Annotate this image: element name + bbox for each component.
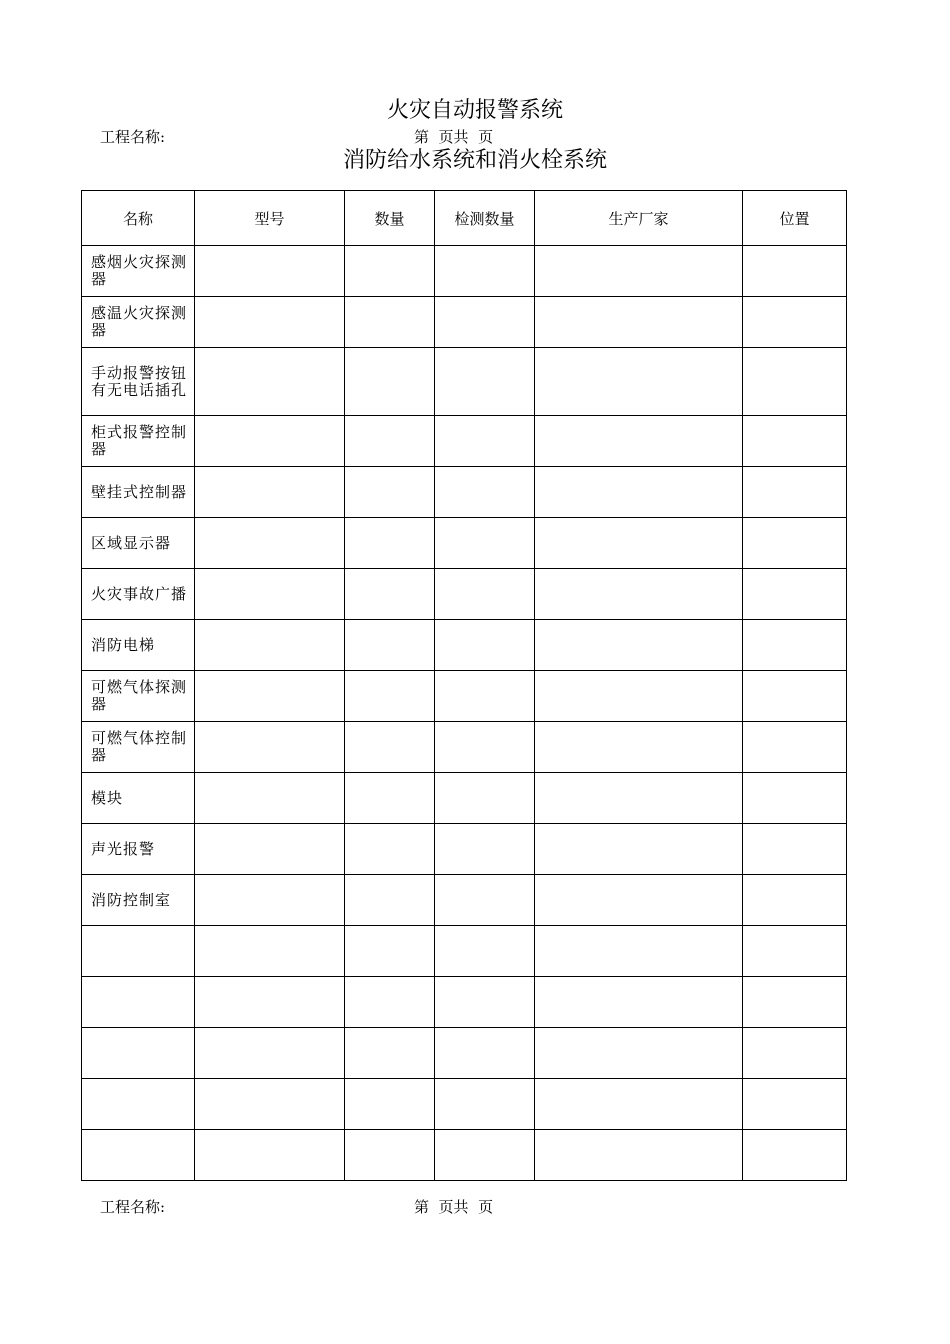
table-row xyxy=(82,348,847,416)
manufacturer-cell[interactable] xyxy=(535,926,743,977)
page-number-label: 第 页共 页 xyxy=(414,128,494,146)
footer-project-name-label: 工程名称: xyxy=(100,1198,166,1216)
device-name-cell xyxy=(82,875,195,926)
quantity-cell[interactable] xyxy=(345,773,435,824)
device-name-line: 火灾事故广播 xyxy=(91,584,188,603)
inspected-quantity-cell[interactable] xyxy=(435,1130,535,1181)
device-name-cell xyxy=(82,416,195,467)
table-row xyxy=(82,467,847,518)
table-row xyxy=(82,246,847,297)
model-cell[interactable] xyxy=(195,569,345,620)
device-name-line: 手动报警按钮 xyxy=(91,363,188,382)
manufacturer-cell[interactable] xyxy=(535,467,743,518)
device-name-line: 可燃气体探测器 xyxy=(91,678,188,713)
location-cell[interactable] xyxy=(743,824,847,875)
table-row xyxy=(82,1130,847,1181)
model-cell[interactable] xyxy=(195,1079,345,1130)
model-cell[interactable] xyxy=(195,518,345,569)
document-subtitle: 消防给水系统和消火栓系统 xyxy=(342,148,607,173)
device-name-cell xyxy=(82,246,195,297)
model-cell[interactable] xyxy=(195,467,345,518)
model-cell[interactable] xyxy=(195,416,345,467)
inspected-quantity-cell[interactable] xyxy=(435,297,535,348)
device-name-line: 区域显示器 xyxy=(91,533,172,552)
device-name-line: 壁挂式控制器 xyxy=(91,482,188,501)
device-name-cell xyxy=(82,1079,195,1130)
column-header-manufacturer: 生产厂家 xyxy=(535,191,743,246)
table-row xyxy=(82,1028,847,1079)
quantity-cell[interactable] xyxy=(345,824,435,875)
model-cell[interactable] xyxy=(195,620,345,671)
device-name-cell xyxy=(82,297,195,348)
location-cell[interactable] xyxy=(743,1079,847,1130)
table-row xyxy=(82,620,847,671)
location-cell[interactable] xyxy=(743,416,847,467)
location-cell[interactable] xyxy=(743,875,847,926)
manufacturer-cell[interactable] xyxy=(535,1028,743,1079)
table-row xyxy=(82,416,847,467)
inspection-table xyxy=(81,190,847,1181)
device-name-cell xyxy=(82,1028,195,1079)
manufacturer-cell[interactable] xyxy=(535,569,743,620)
inspected-quantity-cell[interactable] xyxy=(435,246,535,297)
quantity-cell[interactable] xyxy=(345,1079,435,1130)
device-name-line: 声光报警 xyxy=(91,839,156,858)
manufacturer-cell[interactable] xyxy=(535,1079,743,1130)
table-row xyxy=(82,1079,847,1130)
device-name-line: 消防控制室 xyxy=(91,890,172,909)
model-cell[interactable] xyxy=(195,977,345,1028)
table-body xyxy=(82,246,847,1181)
inspected-quantity-cell[interactable] xyxy=(435,518,535,569)
table-row xyxy=(82,569,847,620)
quantity-cell[interactable] xyxy=(345,620,435,671)
device-name-cell xyxy=(82,620,195,671)
location-cell[interactable] xyxy=(743,569,847,620)
manufacturer-cell[interactable] xyxy=(535,348,743,416)
quantity-cell[interactable] xyxy=(345,722,435,773)
location-cell[interactable] xyxy=(743,926,847,977)
manufacturer-cell[interactable] xyxy=(535,416,743,467)
model-cell[interactable] xyxy=(195,1028,345,1079)
manufacturer-cell[interactable] xyxy=(535,671,743,722)
table-row xyxy=(82,977,847,1028)
device-name-line: 柜式报警控制器 xyxy=(91,423,188,458)
location-cell[interactable] xyxy=(743,297,847,348)
model-cell[interactable] xyxy=(195,1130,345,1181)
quantity-cell[interactable] xyxy=(345,926,435,977)
inspected-quantity-cell[interactable] xyxy=(435,1079,535,1130)
model-cell[interactable] xyxy=(195,824,345,875)
location-cell[interactable] xyxy=(743,977,847,1028)
inspected-quantity-cell[interactable] xyxy=(435,773,535,824)
manufacturer-cell[interactable] xyxy=(535,773,743,824)
device-name-cell xyxy=(82,926,195,977)
manufacturer-cell[interactable] xyxy=(535,518,743,569)
model-cell[interactable] xyxy=(195,671,345,722)
inspected-quantity-cell[interactable] xyxy=(435,467,535,518)
location-cell[interactable] xyxy=(743,773,847,824)
column-header-quantity: 数量 xyxy=(345,191,435,246)
document-title: 火灾自动报警系统 xyxy=(386,98,563,123)
manufacturer-cell[interactable] xyxy=(535,620,743,671)
manufacturer-cell[interactable] xyxy=(535,246,743,297)
location-cell[interactable] xyxy=(743,671,847,722)
manufacturer-cell[interactable] xyxy=(535,824,743,875)
model-cell[interactable] xyxy=(195,246,345,297)
device-name-cell xyxy=(82,518,195,569)
table-row xyxy=(82,773,847,824)
device-name-line: 有无电话插孔 xyxy=(91,380,188,399)
quantity-cell[interactable] xyxy=(345,518,435,569)
location-cell[interactable] xyxy=(743,1130,847,1181)
quantity-cell[interactable] xyxy=(345,297,435,348)
manufacturer-cell[interactable] xyxy=(535,977,743,1028)
column-header-location: 位置 xyxy=(743,191,847,246)
location-cell[interactable] xyxy=(743,1028,847,1079)
device-name-cell xyxy=(82,722,195,773)
model-cell[interactable] xyxy=(195,875,345,926)
device-name-cell xyxy=(82,467,195,518)
inspected-quantity-cell[interactable] xyxy=(435,620,535,671)
table-row xyxy=(82,926,847,977)
table-row xyxy=(82,297,847,348)
inspected-quantity-cell[interactable] xyxy=(435,824,535,875)
device-name-line: 可燃气体控制器 xyxy=(91,729,188,764)
location-cell[interactable] xyxy=(743,620,847,671)
column-header-inspected-quantity: 检测数量 xyxy=(435,191,535,246)
quantity-cell[interactable] xyxy=(345,416,435,467)
quantity-cell[interactable] xyxy=(345,348,435,416)
project-name-label: 工程名称: xyxy=(100,128,166,146)
location-cell[interactable] xyxy=(743,467,847,518)
manufacturer-cell[interactable] xyxy=(535,875,743,926)
inspected-quantity-cell[interactable] xyxy=(435,671,535,722)
location-cell[interactable] xyxy=(743,722,847,773)
quantity-cell[interactable] xyxy=(345,467,435,518)
inspected-quantity-cell[interactable] xyxy=(435,926,535,977)
device-name-line: 感温火灾探测器 xyxy=(91,304,188,339)
location-cell[interactable] xyxy=(743,348,847,416)
device-name-cell xyxy=(82,348,195,416)
inspected-quantity-cell[interactable] xyxy=(435,875,535,926)
inspected-quantity-cell[interactable] xyxy=(435,1028,535,1079)
footer-page-number-label: 第 页共 页 xyxy=(414,1198,494,1216)
quantity-cell[interactable] xyxy=(345,977,435,1028)
quantity-cell[interactable] xyxy=(345,569,435,620)
device-name-cell xyxy=(82,671,195,722)
quantity-cell[interactable] xyxy=(345,875,435,926)
device-name-line: 消防电梯 xyxy=(91,635,156,654)
column-header-model: 型号 xyxy=(195,191,345,246)
quantity-cell[interactable] xyxy=(345,1028,435,1079)
column-header-name: 名称 xyxy=(82,191,195,246)
table-row xyxy=(82,875,847,926)
quantity-cell[interactable] xyxy=(345,1130,435,1181)
model-cell[interactable] xyxy=(195,348,345,416)
device-name-cell xyxy=(82,1130,195,1181)
model-cell[interactable] xyxy=(195,297,345,348)
location-cell[interactable] xyxy=(743,518,847,569)
table-row xyxy=(82,518,847,569)
table-row xyxy=(82,722,847,773)
device-name-cell xyxy=(82,773,195,824)
quantity-cell[interactable] xyxy=(345,246,435,297)
inspected-quantity-cell[interactable] xyxy=(435,722,535,773)
quantity-cell[interactable] xyxy=(345,671,435,722)
device-name-cell xyxy=(82,569,195,620)
table-row xyxy=(82,824,847,875)
inspected-quantity-cell[interactable] xyxy=(435,416,535,467)
inspected-quantity-cell[interactable] xyxy=(435,977,535,1028)
inspected-quantity-cell[interactable] xyxy=(435,348,535,416)
device-name-cell xyxy=(82,824,195,875)
table-row xyxy=(82,671,847,722)
manufacturer-cell[interactable] xyxy=(535,722,743,773)
model-cell[interactable] xyxy=(195,773,345,824)
device-name-line: 模块 xyxy=(91,788,124,807)
manufacturer-cell[interactable] xyxy=(535,1130,743,1181)
location-cell[interactable] xyxy=(743,246,847,297)
manufacturer-cell[interactable] xyxy=(535,297,743,348)
device-name-cell xyxy=(82,977,195,1028)
device-name-line: 感烟火灾探测器 xyxy=(91,253,188,288)
inspected-quantity-cell[interactable] xyxy=(435,569,535,620)
model-cell[interactable] xyxy=(195,926,345,977)
table-header-row xyxy=(82,191,847,246)
model-cell[interactable] xyxy=(195,722,345,773)
